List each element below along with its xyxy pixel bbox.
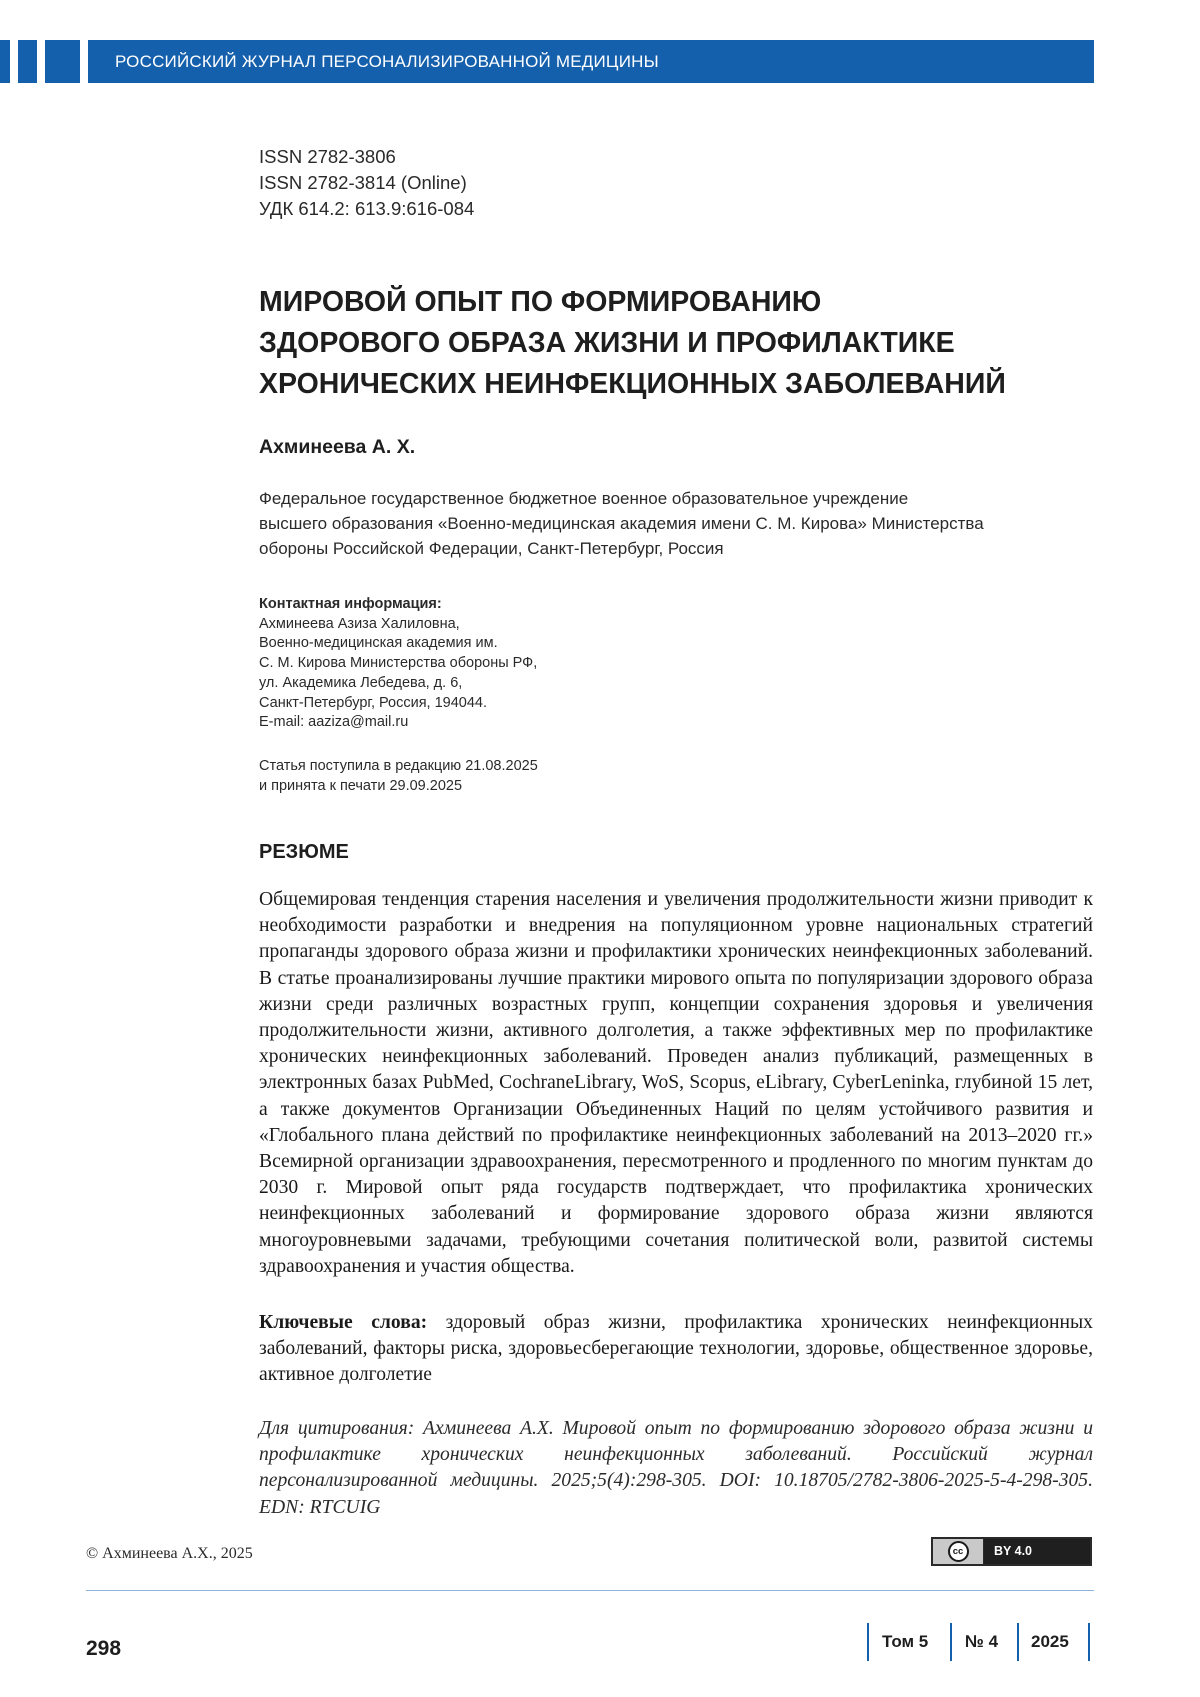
footer-issue: № 4 bbox=[965, 1632, 999, 1651]
abstract-text: Общемировая тенденция старения населения и увеличения продолжительности жизни приводит к необходимости разработки и внедрения на популяционном уровне национальных стратегий пропаганды здорового образа жизни и профилактики хронических неинфекционных заболеваний. В статье проанализированы лучшие практики мирового опыта по популяризации здорового образа жизни среди различных возрастных групп, концепции сохранения здоровья и увеличения продолжительности жизни, активного долголетия, а также эффективных мер по профилактике хронических неинфекционных заболеваний. Проведен анализ публикаций, размещенных в электронных базах PubMed, CochraneLibrary, WoS, Scopus, eLibrary, CyberLeninka, глубиной 15 лет, а также документов Организации Объединенных Наций по целям устойчивого развития и «Глобального плана действий по профилактике неинфекционных заболеваний на 2013–2020 гг.» Всемирной организации здравоохранения, пересмотренного и продленного по многим пунктам до 2030 г. Мировой опыт ряда государств подтверждает, что профилактика хронических неинфекционных заболеваний и формирование здорового образа жизни являются многоуровневыми задачами, требующими сочетания политической воли, развитой системы здравоохранения и участия общества. bbox=[259, 889, 1093, 1277]
footer-divider bbox=[86, 1590, 1094, 1591]
affiliation-line-2: высшего образования «Военно-медицинская академия имени С. М. Кирова» Министерства bbox=[259, 514, 984, 533]
citation-text: Для цитирования: Ахминеева А.Х. Мировой опыт по формированию здорового образа жизни и профилактике хронических неинфекционных заболеваний. Российский журнал персонализированной медицины. 2025;5(4):298-305. DOI: 10.18705/2782-3806-2025-5-4-298-305. EDN: RTCUIG bbox=[259, 1418, 1093, 1518]
cc-license-badge[interactable] bbox=[931, 1537, 1092, 1566]
abstract-heading: РЕЗЮМЕ bbox=[259, 841, 349, 863]
keywords bbox=[259, 1310, 1093, 1389]
contact-line-ministry: С. М. Кирова Министерства обороны РФ, bbox=[259, 655, 538, 672]
footer-volume: Том 5 bbox=[882, 1632, 929, 1651]
title-line-3: ХРОНИЧЕСКИХ НЕИНФЕКЦИОННЫХ ЗАБОЛЕВАНИЙ bbox=[259, 368, 1006, 400]
header-accent-block-3 bbox=[45, 40, 80, 83]
keywords-text: здоровый образ жизни, профилактика хронических неинфекционных заболеваний, факторы риска, здоровьесберегающие технологии, здоровье, общественное здоровье, активное долголетие bbox=[259, 1312, 1093, 1386]
page-number: 298 bbox=[86, 1637, 122, 1660]
affiliation-line-1: Федеральное государственное бюджетное военное образовательное учреждение bbox=[259, 489, 909, 508]
keywords-label: Ключевые слова: bbox=[259, 1312, 428, 1333]
contact-line-org: Военно-медицинская академия им. bbox=[259, 635, 498, 652]
copyright-notice: © Ахминеева А.Х., 2025 bbox=[86, 1545, 253, 1562]
issn-print: ISSN 2782-3806 bbox=[259, 146, 396, 167]
contact-line-name: Ахминеева Азиза Халиловна, bbox=[259, 615, 460, 632]
contact-line-email: E-mail: aaziza@mail.ru bbox=[259, 714, 409, 731]
header-accent-block-2 bbox=[18, 40, 37, 83]
contact-line-street: ул. Академика Лебедева, д. 6, bbox=[259, 674, 463, 691]
udk-code: УДК 614.2: 613.9:616-084 bbox=[259, 198, 475, 219]
affiliation-line-3: обороны Российской Федерации, Санкт-Петербург, Россия bbox=[259, 539, 724, 558]
header-accent-block-1 bbox=[0, 40, 10, 83]
article-title bbox=[259, 282, 1099, 405]
contact-line-city: Санкт-Петербург, Россия, 194044. bbox=[259, 694, 488, 711]
footer-separator-1 bbox=[867, 1623, 869, 1661]
title-line-1: МИРОВОЙ ОПЫТ ПО ФОРМИРОВАНИЮ bbox=[259, 286, 822, 318]
author-name: Ахминеева А. Х. bbox=[259, 436, 416, 458]
title-line-2: ЗДОРОВОГО ОБРАЗА ЖИЗНИ И ПРОФИЛАКТИКЕ bbox=[259, 327, 955, 359]
contact-heading: Контактная информация: bbox=[259, 596, 442, 612]
contact-information bbox=[259, 595, 537, 733]
journal-header-title: РОССИЙСКИЙ ЖУРНАЛ ПЕРСОНАЛИЗИРОВАННОЙ МЕДИЦИНЫ bbox=[88, 40, 1094, 83]
author-affiliation bbox=[259, 486, 1099, 561]
footer-separator-4 bbox=[1088, 1623, 1090, 1661]
footer-separator-2 bbox=[950, 1623, 952, 1661]
creative-commons-icon: cc bbox=[948, 1541, 969, 1562]
article-identifiers bbox=[259, 144, 474, 222]
cc-logo-area bbox=[933, 1539, 984, 1564]
license-by-label: BY 4.0 bbox=[984, 1539, 1090, 1564]
footer-separator-3 bbox=[1017, 1623, 1019, 1661]
footer-year: 2025 bbox=[1031, 1632, 1069, 1651]
issn-online: ISSN 2782-3814 (Online) bbox=[259, 172, 467, 193]
date-received: Статья поступила в редакцию 21.08.2025 bbox=[259, 758, 538, 774]
date-accepted: и принята к печати 29.09.2025 bbox=[259, 777, 463, 794]
article-dates bbox=[259, 757, 538, 796]
